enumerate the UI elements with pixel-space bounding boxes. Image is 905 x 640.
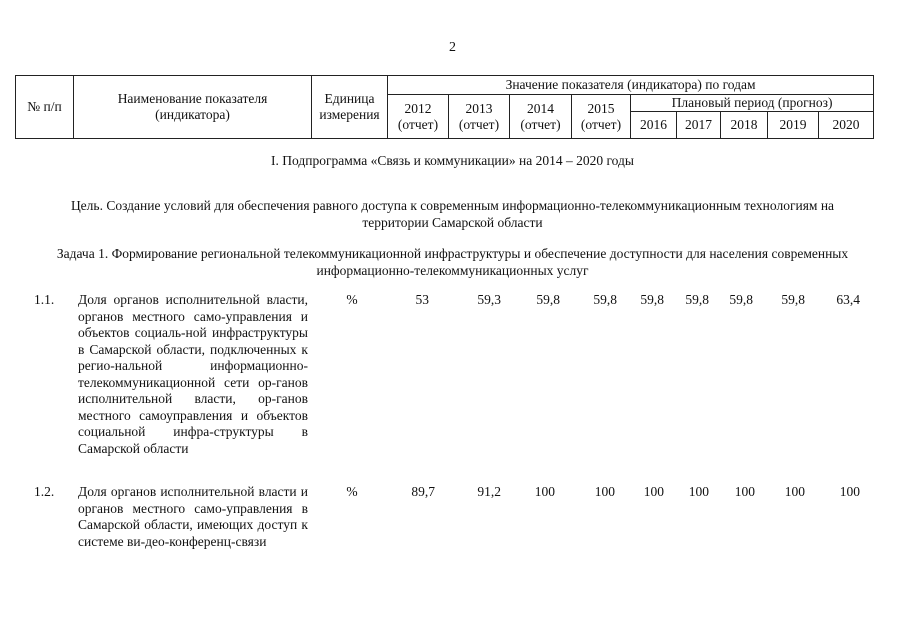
col-header-year-2020: 2020 xyxy=(819,112,874,139)
col-header-values: Значение показателя (индикатора) по годам xyxy=(388,76,874,95)
row-unit: % xyxy=(346,484,358,499)
value-2019: 59,8 xyxy=(781,292,805,307)
value-2015: 100 xyxy=(594,484,615,499)
value-2014: 100 xyxy=(534,484,555,499)
col-header-unit: Единица измерения xyxy=(312,76,388,139)
value-2017: 59,8 xyxy=(685,292,709,307)
indicator-table-header xyxy=(15,75,874,139)
col-header-name: Наименование показателя (индикатора) xyxy=(74,76,312,139)
col-header-year-2015: 2015 (отчет) xyxy=(572,95,631,139)
col-header-year-2013: 2013 (отчет) xyxy=(449,95,510,139)
value-2015: 59,8 xyxy=(593,292,617,307)
col-header-year-2012: 2012 (отчет) xyxy=(388,95,449,139)
row-unit: % xyxy=(346,292,358,307)
row-number: 1.1. xyxy=(34,292,55,307)
row-indicator-name: Доля органов исполнительной власти, органов местного само-управления и объектов социаль-ной инфраструктуры в Самарской области, подключенных к регио-нальной информационно-телекоммуникационной сети ор-ганов исполнительной власти, ор-ганов местного самоуправления и объектов социальной инфра-структуры в Самарской области xyxy=(78,292,308,456)
value-2016: 59,8 xyxy=(640,292,664,307)
col-header-num: № п/п xyxy=(16,76,74,139)
col-header-plan: Плановый период (прогноз) xyxy=(631,95,874,112)
value-2013: 91,2 xyxy=(477,484,501,499)
col-header-year-2014: 2014 (отчет) xyxy=(510,95,572,139)
col-header-year-2018: 2018 xyxy=(721,112,768,139)
page-number: 2 xyxy=(449,40,456,55)
row-number: 1.2. xyxy=(34,484,55,499)
value-2020: 63,4 xyxy=(836,292,860,307)
col-header-year-2019: 2019 xyxy=(768,112,819,139)
row-indicator-name: Доля органов исполнительной власти и органов местного само-управления в Самарской области, имеющих доступ к системе ви-део-конференц-связи xyxy=(78,484,308,549)
value-2017: 100 xyxy=(688,484,709,499)
value-2013: 59,3 xyxy=(477,292,501,307)
subprogram-heading: I. Подпрограмма «Связь и коммуникации» на 2014 – 2020 годы xyxy=(271,153,634,168)
value-2012: 89,7 xyxy=(411,484,435,499)
value-2012: 53 xyxy=(415,292,429,307)
value-2020: 100 xyxy=(839,484,860,499)
value-2018: 100 xyxy=(734,484,755,499)
col-header-year-2016: 2016 xyxy=(631,112,677,139)
task-heading: Задача 1. Формирование региональной телекоммуникационной инфраструктуры и обеспечение доступности для населения современных информационно-телекоммуникационных услуг xyxy=(56,246,849,278)
col-header-year-2017: 2017 xyxy=(677,112,721,139)
goal-heading: Цель. Создание условий для обеспечения равного доступа к современным информационно-телекоммуникационным технологиям на территории Самарской области xyxy=(70,198,835,230)
value-2014: 59,8 xyxy=(536,292,560,307)
value-2016: 100 xyxy=(643,484,664,499)
value-2019: 100 xyxy=(784,484,805,499)
value-2018: 59,8 xyxy=(729,292,753,307)
